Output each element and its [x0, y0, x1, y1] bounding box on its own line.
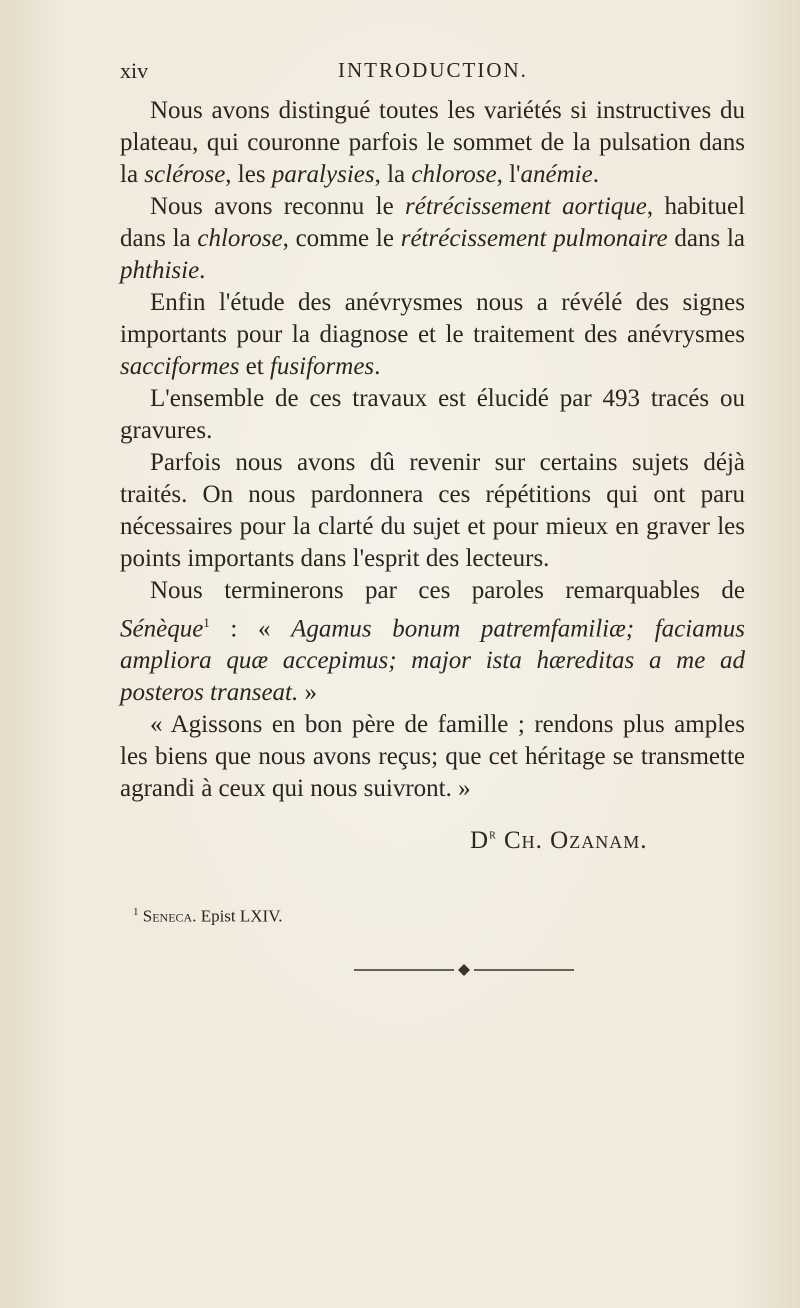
- text-run: Nous avons distingué toutes les variétés si instructives du plateau, qui couronne parfois le sommet de la pulsation dans la: [120, 97, 745, 188]
- text-run: Nous terminerons par ces paroles remarquables de: [150, 577, 745, 604]
- text-run: Nous avons reconnu le: [150, 193, 406, 220]
- paragraph-5: [120, 447, 745, 575]
- latin-quote: Agamus bonum patremfamiliæ; faciamus ampliora quæ accepimus; major ista hæreditas a me ad posteros transeat.: [120, 615, 745, 707]
- footnote-ref[interactable]: 1: [203, 615, 210, 630]
- footnote: [133, 906, 283, 927]
- italic-term: rétrécissement pulmonaire: [400, 225, 668, 252]
- italic-term: paralysies: [271, 161, 375, 188]
- italic-term: sacciformes: [120, 353, 240, 380]
- italic-term: chlorose: [411, 161, 497, 188]
- signature-name: Ch. Ozanam.: [496, 827, 648, 854]
- text-run: .: [199, 257, 206, 284]
- paragraph-4: [120, 383, 745, 447]
- author-signature: [470, 827, 647, 855]
- paragraph-3: [120, 287, 745, 383]
- text-run: Enfin l'étude des anévrysmes nous a révélé des signes importants pour la diagnose et le traitement des anévrysmes: [120, 289, 745, 348]
- italic-term: anémie: [520, 161, 593, 188]
- signature-title-sup: r: [489, 827, 497, 843]
- text-run: »: [298, 679, 317, 707]
- footnote-marker: 1: [133, 906, 139, 918]
- text-run: L'ensemble de ces travaux est élucidé par 493 tracés ou gravures.: [120, 385, 745, 444]
- paragraph-1: [120, 95, 745, 191]
- italic-term: phthisie: [120, 257, 200, 284]
- italic-term: fusiformes: [269, 353, 375, 380]
- footnote-author: Seneca.: [142, 906, 197, 926]
- divider-ornament-icon: [354, 960, 574, 980]
- text-run: .: [592, 161, 599, 188]
- text-run: , habituel dans la: [120, 193, 746, 252]
- text-run: Parfois nous avons dû revenir sur certains sujets déjà traités. On nous pardonnera ces répétitions qui ont paru nécessaires pour la clarté du sujet et pour mieux en graver les points importants dans l'esprit des lecteurs.: [120, 449, 745, 572]
- text-run: dans la: [667, 225, 745, 252]
- footnote-reference: Epist LXIV.: [196, 906, 283, 926]
- signature-title: D: [470, 827, 490, 854]
- italic-term: rétrécissement aortique: [405, 193, 647, 220]
- running-head: [120, 58, 740, 88]
- paragraph-6: [120, 575, 745, 709]
- paragraph-2: [120, 191, 745, 287]
- italic-term: chlorose: [197, 225, 283, 252]
- text-run: , comme le: [282, 225, 401, 252]
- text-run: , les: [225, 161, 272, 188]
- text-run: , l': [496, 161, 521, 188]
- text-run: et: [239, 353, 270, 380]
- paragraph-7: [120, 709, 745, 805]
- page-number: xiv: [120, 58, 149, 83]
- text-run: « Agissons en bon père de famille ; rendons plus amples les biens que nous avons reçus; que cet héritage se transmette agrandi à ceux qui nous suivront. »: [120, 711, 745, 803]
- italic-term: sclérose: [144, 161, 226, 188]
- text-run: : «: [209, 615, 292, 643]
- running-title: INTRODUCTION.: [338, 58, 528, 82]
- italic-term: Sénèque: [120, 615, 204, 643]
- text-run: .: [374, 353, 381, 380]
- body-text: [120, 95, 745, 805]
- text-run: , la: [374, 161, 412, 188]
